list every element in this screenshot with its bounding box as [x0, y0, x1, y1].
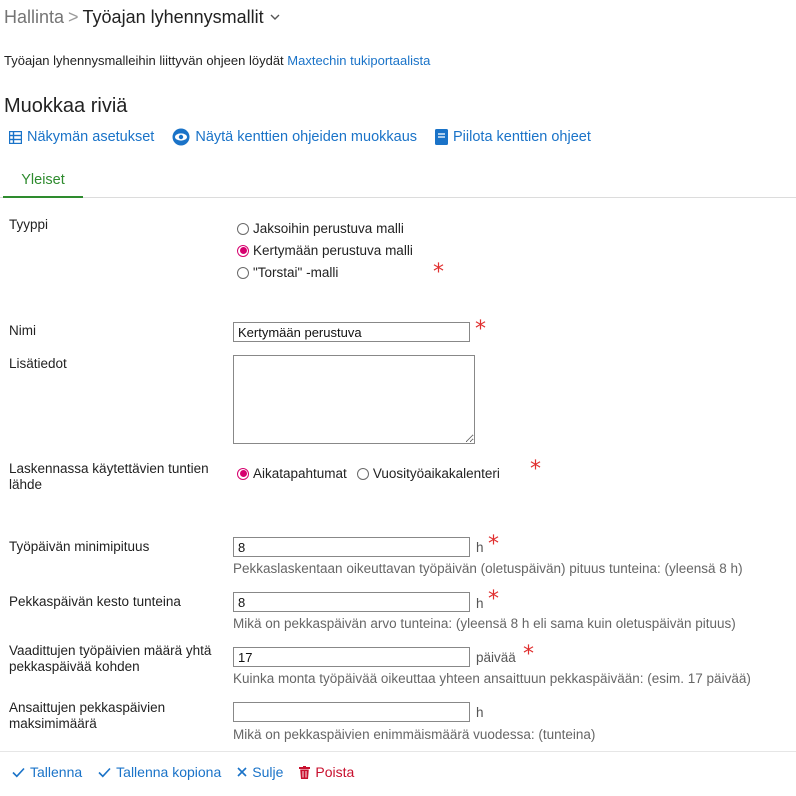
help-text — [4, 53, 430, 68]
close-button[interactable] — [237, 764, 283, 780]
show-help-edit-label: Näytä kenttien ohjeiden muokkaus — [195, 129, 418, 145]
tab-general[interactable]: Yleiset — [3, 162, 83, 198]
days-per-pekka-unit: päivää — [476, 650, 516, 665]
pekka-hours-input[interactable] — [233, 592, 470, 612]
eye-icon — [172, 128, 190, 146]
delete-button[interactable] — [299, 764, 354, 780]
min-day-input[interactable] — [233, 537, 470, 557]
pekka-hours-unit: h — [476, 596, 484, 611]
save-label: Tallenna — [30, 764, 83, 780]
type-option-periods[interactable] — [237, 221, 413, 236]
breadcrumb-parent[interactable]: Hallinta — [4, 7, 65, 27]
check-icon — [98, 767, 111, 778]
required-mark: * — [488, 587, 499, 612]
days-per-pekka-hint: Kuinka monta työpäivää oikeuttaa yhteen ansaittuun pekkaspäivään: (esim. 17 päivää) — [233, 671, 751, 686]
table-icon — [9, 131, 22, 144]
help-text-prefix: Työajan lyhennysmalleihin liittyvän ohjeen löydät — [4, 53, 288, 68]
required-mark: * — [523, 642, 534, 667]
save-copy-label: Tallenna kopiona — [116, 764, 222, 780]
trash-icon — [299, 766, 310, 779]
hours-source-option-calendar[interactable] — [357, 466, 500, 481]
save-copy-button[interactable] — [98, 764, 221, 780]
type-option-thursday[interactable] — [237, 265, 413, 280]
pekka-hours-label: Pekkaspäivän kesto tunteina — [9, 594, 181, 609]
required-mark: * — [488, 532, 499, 557]
radio-thursday[interactable] — [237, 267, 249, 279]
view-settings-label: Näkymän asetukset — [27, 129, 155, 145]
support-portal-link[interactable]: Maxtechin tukiportaalista — [287, 53, 431, 68]
radio-periods[interactable] — [237, 223, 249, 235]
min-day-unit: h — [476, 540, 484, 555]
type-option-accrual-label: Kertymään perustuva malli — [253, 243, 413, 258]
type-option-accrual[interactable] — [237, 243, 413, 258]
view-settings-button[interactable] — [9, 129, 154, 145]
book-icon — [435, 129, 448, 145]
type-option-thursday-label: "Torstai" -malli — [253, 265, 339, 280]
delete-label: Poista — [315, 764, 355, 780]
hours-source-label: Laskennassa käytettävien tuntien lähde — [9, 461, 209, 492]
radio-calendar[interactable] — [357, 468, 369, 480]
info-label: Lisätiedot — [9, 356, 67, 371]
type-label: Tyyppi — [9, 217, 49, 232]
radio-events[interactable] — [237, 468, 249, 480]
page-heading: Työajan lyhennysmallit — [82, 7, 264, 27]
tab-bar — [0, 162, 796, 198]
hours-source-option-events[interactable] — [237, 466, 347, 481]
max-pekka-hint: Mikä on pekkaspäivien enimmäismäärä vuodessa: (tunteina) — [233, 727, 596, 742]
days-per-pekka-label: Vaadittujen työpäivien määrä yhtä pekkaspäivää kohden — [9, 643, 212, 674]
breadcrumb-separator: > — [68, 7, 79, 27]
name-input[interactable] — [233, 322, 470, 342]
days-per-pekka-input[interactable] — [233, 647, 470, 667]
hide-help-button[interactable] — [435, 129, 591, 145]
hours-source-option-events-label: Aikatapahtumat — [253, 466, 347, 481]
show-help-edit-button[interactable] — [172, 128, 417, 146]
hide-help-label: Piilota kenttien ohjeet — [453, 129, 591, 145]
action-buttons — [12, 764, 354, 780]
required-mark: * — [475, 317, 486, 342]
pekka-hours-hint: Mikä on pekkaspäivän arvo tunteina: (yleensä 8 h eli sama kuin oletuspäivän pituus) — [233, 616, 736, 631]
view-toolbar — [9, 128, 591, 146]
chevron-down-icon[interactable] — [268, 10, 282, 24]
min-day-label: Työpäivän minimipituus — [9, 539, 150, 554]
type-radio-group — [237, 221, 413, 280]
check-icon — [12, 767, 25, 778]
radio-accrual[interactable] — [237, 245, 249, 257]
max-pekka-unit: h — [476, 705, 484, 720]
min-day-hint: Pekkaslaskentaan oikeuttavan työpäivän (oletuspäivän) pituus tunteina: (yleensä 8 h) — [233, 561, 743, 576]
page-title: Muokkaa riviä — [4, 95, 128, 117]
close-icon — [237, 767, 247, 777]
breadcrumb — [4, 7, 282, 28]
required-mark: * — [433, 260, 444, 285]
hours-source-option-calendar-label: Vuosityöaikakalenteri — [372, 466, 500, 481]
name-label: Nimi — [9, 323, 36, 338]
required-mark: * — [530, 457, 541, 482]
save-button[interactable] — [12, 764, 82, 780]
hours-source-radio-group — [237, 466, 500, 481]
close-label: Sulje — [252, 764, 284, 780]
max-pekka-input[interactable] — [233, 702, 470, 722]
info-textarea[interactable] — [233, 355, 475, 444]
max-pekka-label: Ansaittujen pekkaspäivien maksimimäärä — [9, 700, 166, 731]
type-option-periods-label: Jaksoihin perustuva malli — [253, 221, 404, 236]
